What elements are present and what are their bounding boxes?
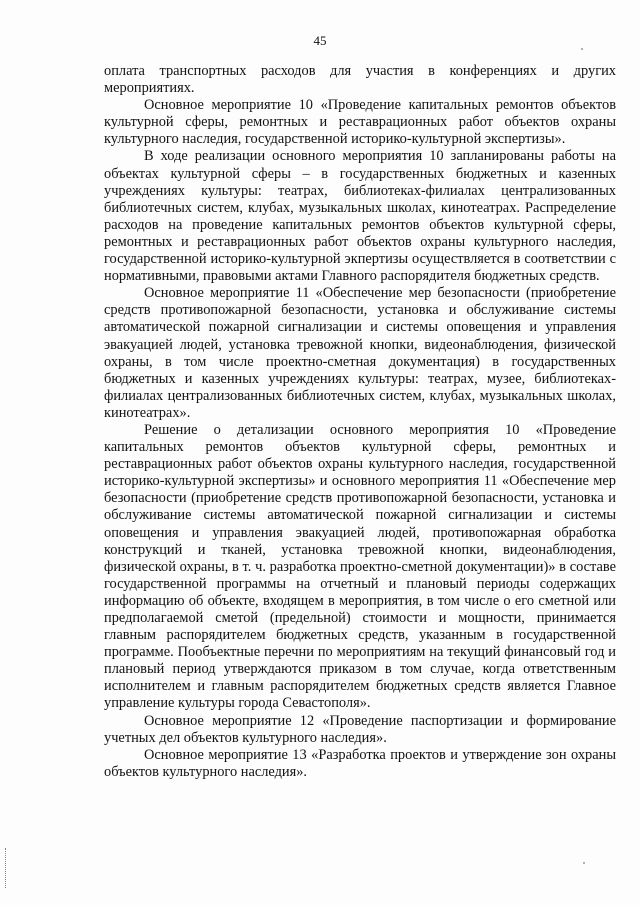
paragraph-continuation: оплата транспортных расходов для участия в конференциях и других мероприятиях. bbox=[104, 63, 616, 97]
scan-speck bbox=[583, 862, 585, 864]
page-number: 45 bbox=[313, 33, 327, 48]
document-body bbox=[104, 63, 616, 781]
paragraph-decision: Решение о детализации основного мероприятия 10 «Проведение капитальных ремонтов объектов культурной сферы, ремонтных и реставрационных работ объектов охраны культурного наследия, государственной историко-культурной экспертизы» и основного мероприятия 11 «Обеспечение мер безопасности (приобретение средств противопожарной безопасности, установка и обслуживание системы автоматической пожарной сигнализации и системы оповещения и управления эвакуацией людей, противопожарная обработка конструкций и тканей, установка тревожной кнопки, видеонаблюдения, физической охраны, в т. ч. разработка проектно-сметной документации)» в составе государственной программы на отчетный и плановый периоды содержащих информацию об объекте, входящем в мероприятия, в том числе о его сметной или предполагаемой сметой (предельной) стоимости и мощности, принимается главным распорядителем бюджетных средств, указанным в государственной программе. Пообъектные перечни по мероприятиям на текущий финансовый год и плановый период утверждаются приказом в том случае, когда ответственным исполнителем и главным распорядителем бюджетных средств является Главное управление культуры города Севастополя». bbox=[104, 421, 616, 712]
paragraph-activity-13: Основное мероприятие 13 «Разработка проектов и утверждение зон охраны объектов культурного наследия». bbox=[104, 746, 616, 780]
paragraph-activity-12: Основное мероприятие 12 «Проведение паспортизации и формирование учетных дел объектов культурного наследия». bbox=[104, 712, 616, 746]
paragraph-activity-10: Основное мероприятие 10 «Проведение капитальных ремонтов объектов культурной сферы, ремонтных и реставрационных работ объектов охраны культурного наследия, государственной историко-культурной экспертизы». bbox=[104, 97, 616, 148]
scan-speck bbox=[581, 48, 583, 50]
paragraph-activity-10-details: В ходе реализации основного мероприятия 10 запланированы работы на объектах культурной сферы – в государственных бюджетных и казенных учреждениях культуры: театрах, библиотеках-филиалах централизованных библиотечных систем, клубах, музыкальных школах, кинотеатрах. Распределение расходов на проведение капитальных ремонтов объектов культурной сферы, ремонтных и реставрационных работ объектов охраны культурного наследия, государственной историко-культурной экпертизы осуществляется в соответствии с нормативными, правовыми актами Главного распорядителя бюджетных средств. bbox=[104, 148, 616, 285]
paragraph-activity-11: Основное мероприятие 11 «Обеспечение мер безопасности (приобретение средств противопожарной безопасности, установка и обслуживание системы автоматической пожарной сигнализации и системы оповещения и управления эвакуацией людей, установка тревожной кнопки, видеонаблюдения, физической охраны, в том числе проектно-сметная документация) в государственных бюджетных и казенных учреждениях культуры: театрах, музее, библиотеках-филиалах централизованных библиотечных систем, клубах, музыкальных школах, кинотеатрах». bbox=[104, 285, 616, 421]
scan-margin-mark bbox=[5, 848, 8, 888]
